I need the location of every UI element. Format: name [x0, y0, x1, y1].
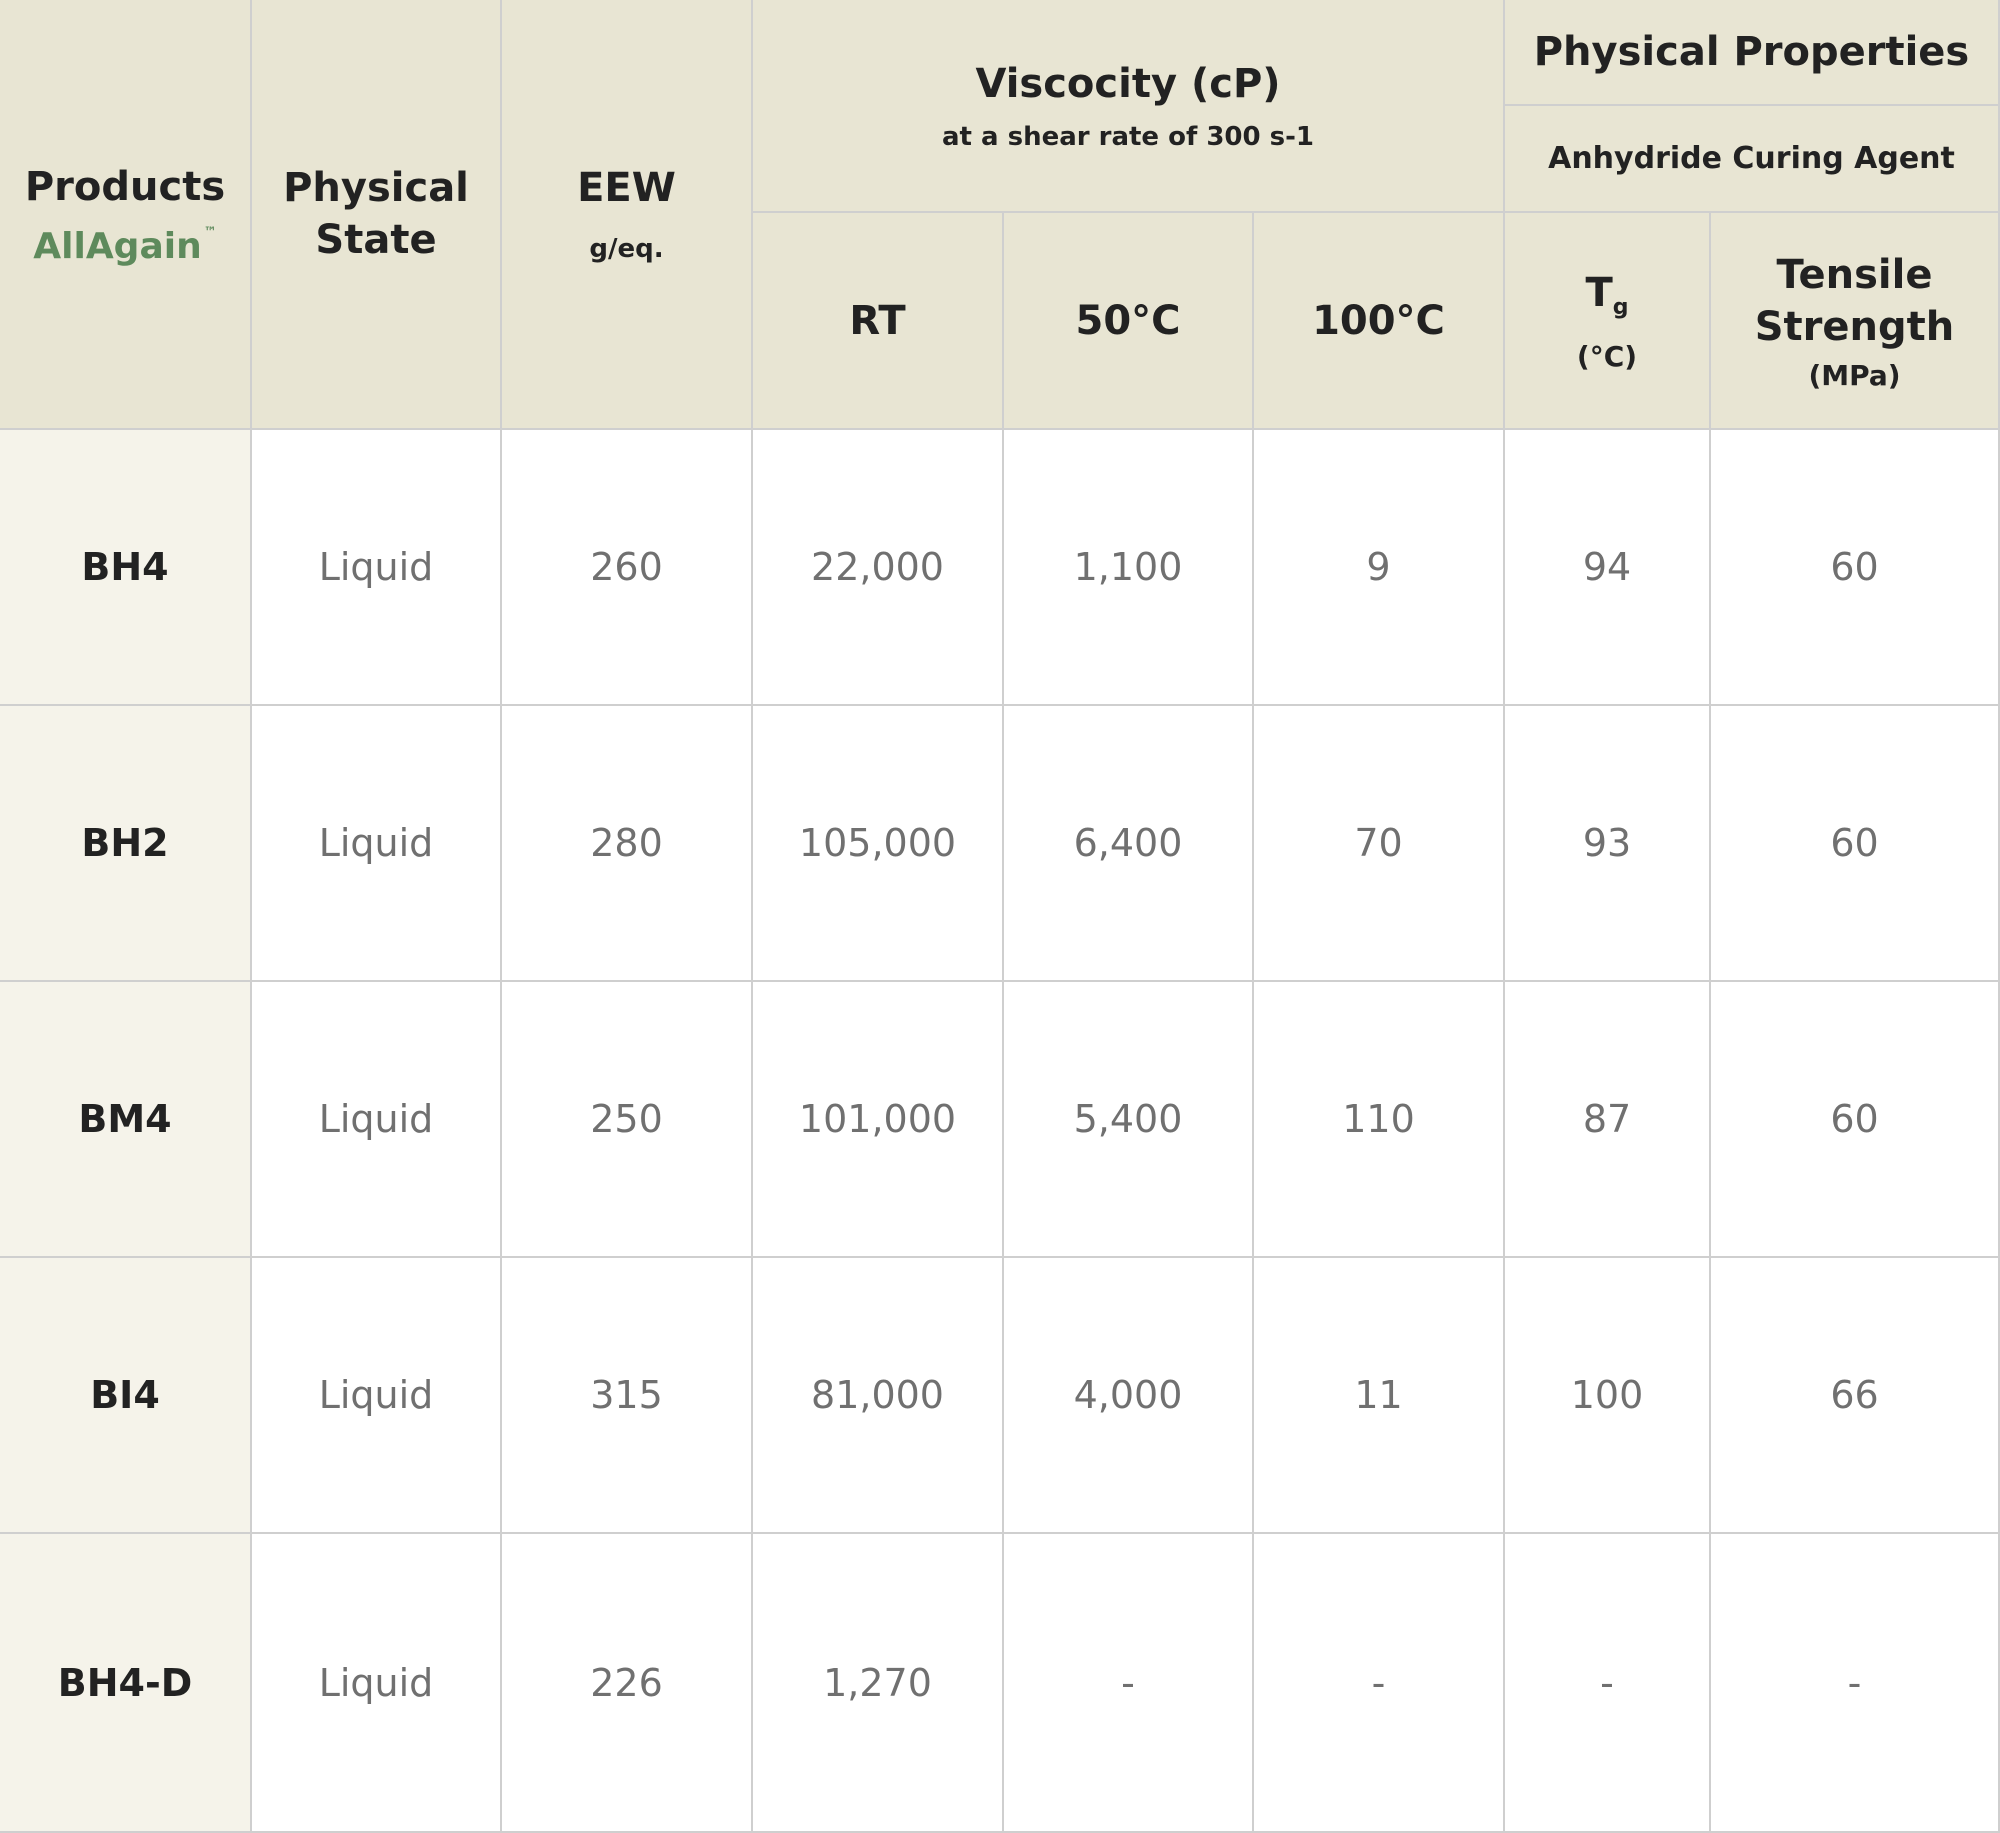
- tensile-cell-text: -: [1847, 1660, 1862, 1705]
- brand-trademark: ™: [203, 225, 217, 240]
- header-eew: [502, 0, 753, 430]
- viscosity-50c-cell: [1004, 1534, 1254, 1833]
- product-cell: [0, 1534, 252, 1833]
- tensile-cell-text: 66: [1830, 1373, 1879, 1417]
- tg-main: T: [1585, 270, 1613, 316]
- header-rt: [753, 213, 1004, 430]
- header-curing-agent: [1505, 106, 2000, 213]
- tensile-cell: [1711, 1534, 2000, 1833]
- eew-cell-text: 226: [590, 1660, 663, 1705]
- physical-state-cell: [252, 430, 502, 706]
- header-products: [0, 0, 252, 430]
- tg-subscript: g: [1612, 295, 1629, 320]
- tg-cell: [1505, 706, 1711, 982]
- eew-unit: g/eq.: [589, 234, 664, 264]
- tg-cell-text: 87: [1582, 1097, 1632, 1141]
- viscosity-50c-cell: [1004, 1258, 1254, 1534]
- eew-cell: [502, 1258, 753, 1534]
- physical-state-cell: [252, 982, 502, 1258]
- brand-name: AllAgain: [33, 226, 202, 267]
- eew-cell: [502, 430, 753, 706]
- eew-cell-text: 260: [590, 545, 663, 589]
- tg-label: [1585, 267, 1628, 334]
- header-50c: [1004, 213, 1254, 430]
- tg-unit: (°C): [1576, 340, 1638, 373]
- viscosity-100c-cell-text: 70: [1354, 821, 1403, 865]
- viscosity-50c-cell-text: 1,100: [1073, 545, 1183, 589]
- header-viscosity: [753, 0, 1505, 213]
- viscosity-100c-cell: [1254, 1258, 1505, 1534]
- viscosity-rt-cell-text: 105,000: [798, 821, 957, 865]
- c50-label: 50°C: [1075, 297, 1181, 344]
- header-physical-state: [252, 0, 502, 430]
- tg-cell: [1505, 982, 1711, 1258]
- physical-state-cell-text: Liquid: [318, 1373, 434, 1417]
- viscosity-title: Viscocity (cP): [975, 60, 1281, 107]
- header-tg: [1505, 213, 1711, 430]
- brand-logo: [33, 225, 216, 267]
- physical-state-cell-text: Liquid: [318, 821, 434, 865]
- viscosity-rt-cell: [753, 1534, 1004, 1833]
- products-label: Products: [24, 164, 226, 210]
- eew-cell: [502, 982, 753, 1258]
- tensile-unit: (MPa): [1808, 358, 1901, 392]
- header-tensile: [1711, 213, 2000, 430]
- physical-state-cell: [252, 1534, 502, 1833]
- physical-state-cell: [252, 1258, 502, 1534]
- eew-cell-text: 315: [590, 1373, 663, 1417]
- tg-cell-text: 93: [1582, 821, 1632, 865]
- product-cell-text: BH2: [81, 821, 169, 865]
- viscosity-50c-cell: [1004, 982, 1254, 1258]
- tensile-cell-text: 60: [1830, 545, 1879, 589]
- viscosity-50c-cell-text: -: [1121, 1660, 1135, 1705]
- viscosity-100c-cell: [1254, 1534, 1505, 1833]
- viscosity-subtitle: at a shear rate of 300 s-1: [941, 121, 1315, 152]
- curing-agent-label: Anhydride Curing Agent: [1548, 140, 1955, 176]
- physical-state-cell-text: Liquid: [318, 1097, 434, 1141]
- physical-state-line1: Physical: [283, 165, 469, 211]
- viscosity-100c-cell-text: 11: [1354, 1373, 1403, 1417]
- tensile-cell: [1711, 982, 2000, 1258]
- viscosity-100c-cell-text: 110: [1342, 1097, 1415, 1141]
- tensile-line1: Tensile: [1776, 251, 1933, 298]
- viscosity-50c-cell-text: 6,400: [1073, 821, 1183, 865]
- viscosity-rt-cell: [753, 982, 1004, 1258]
- product-cell: [0, 706, 252, 982]
- viscosity-100c-cell: [1254, 706, 1505, 982]
- tg-cell: [1505, 1258, 1711, 1534]
- viscosity-50c-cell: [1004, 430, 1254, 706]
- physical-state-cell-text: Liquid: [318, 1660, 434, 1705]
- c100-label: 100°C: [1312, 297, 1445, 344]
- physical-properties-title: Physical Properties: [1533, 29, 1970, 75]
- viscosity-50c-cell-text: 4,000: [1073, 1373, 1183, 1417]
- physical-state-cell-text: Liquid: [318, 545, 434, 589]
- viscosity-rt-cell-text: 81,000: [811, 1373, 944, 1417]
- viscosity-rt-cell-text: 22,000: [811, 545, 944, 589]
- tensile-cell-text: 60: [1830, 1097, 1879, 1141]
- eew-cell-text: 250: [590, 1097, 663, 1141]
- header-physical-properties: [1505, 0, 2000, 106]
- eew-cell-text: 280: [590, 821, 663, 865]
- viscosity-rt-cell: [753, 706, 1004, 982]
- physical-state-cell: [252, 706, 502, 982]
- tensile-cell-text: 60: [1830, 821, 1879, 865]
- viscosity-50c-cell-text: 5,400: [1073, 1097, 1183, 1141]
- tg-cell: [1505, 430, 1711, 706]
- product-cell-text: BH4-D: [57, 1660, 193, 1705]
- viscosity-rt-cell: [753, 430, 1004, 706]
- product-cell: [0, 1258, 252, 1534]
- tensile-cell: [1711, 706, 2000, 982]
- tensile-cell: [1711, 1258, 2000, 1534]
- product-cell-text: BM4: [78, 1097, 172, 1141]
- tensile-cell: [1711, 430, 2000, 706]
- tg-cell-text: 100: [1570, 1373, 1644, 1417]
- eew-label: EEW: [577, 165, 676, 211]
- viscosity-100c-cell: [1254, 430, 1505, 706]
- viscosity-100c-cell-text: -: [1371, 1660, 1386, 1705]
- viscosity-100c-cell-text: 9: [1366, 545, 1391, 589]
- viscosity-100c-cell: [1254, 982, 1505, 1258]
- viscosity-rt-cell-text: 1,270: [823, 1660, 932, 1705]
- tg-cell: [1505, 1534, 1711, 1833]
- rt-label: RT: [849, 297, 906, 344]
- eew-cell: [502, 1534, 753, 1833]
- product-cell: [0, 430, 252, 706]
- viscosity-rt-cell: [753, 1258, 1004, 1534]
- eew-cell: [502, 706, 753, 982]
- tg-cell-text: 94: [1582, 545, 1632, 589]
- tensile-line2: Strength: [1754, 303, 1955, 350]
- viscosity-50c-cell: [1004, 706, 1254, 982]
- physical-state-line2: State: [315, 217, 437, 263]
- product-cell-text: BI4: [90, 1373, 160, 1417]
- header-100c: [1254, 213, 1505, 430]
- product-cell: [0, 982, 252, 1258]
- product-cell-text: BH4: [81, 545, 169, 589]
- tg-cell-text: -: [1600, 1660, 1614, 1705]
- viscosity-rt-cell-text: 101,000: [798, 1097, 957, 1141]
